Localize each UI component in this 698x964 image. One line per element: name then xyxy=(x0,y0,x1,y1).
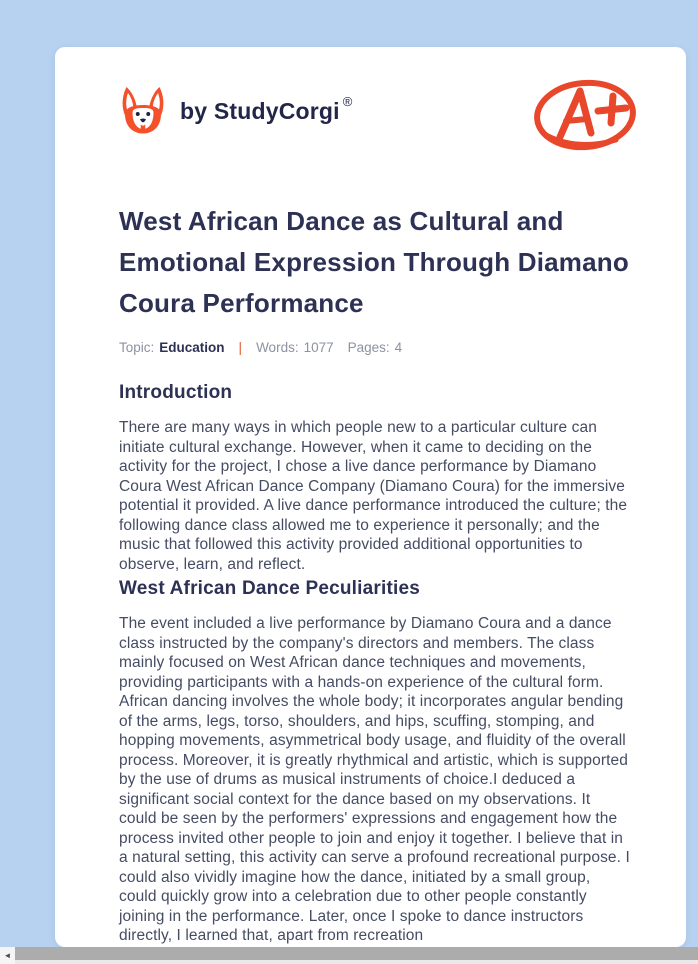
words-label: Words: xyxy=(256,340,299,355)
horizontal-scrollbar[interactable] xyxy=(0,947,698,964)
registered-trademark-symbol: ® xyxy=(342,93,353,109)
section-body-peculiarities: The event included a live performance by Diamano Coura and a dance class instructed by the company's directors and members. The class mainly focused on West African dance techniques and movements, providing participants with a hands-on experience of the cultural form. African dancing involves the whole body; it incorporates angular bending of the arms, legs, torso, shoulders, and hips, scuffing, stomping, and hopping movements, asymmetrical body usage, and fluidity of the overall process. Moreover, it is greatly rhythmical and artistic, which is supported by the use of drums as musical instruments of choice.I deduced a significant social context for the dance based on my observations. It could be seen by the performers' expressions and engagement how the process invited other people to join and enjoy it together. I believe that in a natural setting, this activity can serve a profound recreational purpose. I could also vividly imagine how the dance, initiated by a small group, could quickly grow into a celebration due to other people constantly joining in the performance. Later, once I spoke to dance instructors directly, I learned that, apart from recreation xyxy=(119,615,630,944)
scrollbar-thumb[interactable] xyxy=(15,947,698,960)
topic-label: Topic: xyxy=(119,340,155,355)
document-card xyxy=(55,47,686,947)
pages-label: Pages: xyxy=(347,340,390,355)
brand-wordmark: by StudyCorgi ® xyxy=(180,93,353,124)
corgi-logo-icon xyxy=(119,85,167,137)
studycorgi-brand xyxy=(119,85,353,137)
meta-separator: | xyxy=(238,340,243,355)
topic-value: Education xyxy=(159,340,225,355)
section-heading-introduction: Introduction xyxy=(119,382,233,403)
document-header xyxy=(119,77,630,155)
section-heading-peculiarities: West African Dance Peculiarities xyxy=(119,578,421,599)
a-plus-badge-icon xyxy=(532,77,638,155)
words-value: 1077 xyxy=(303,340,334,355)
section-body-introduction: There are many ways in which people new to a particular culture can initiate cultural exchange. However, when it came to deciding on the activity for the project, I chose a live dance performance by Diamano Coura West African Dance Company (Diamano Coura) for the immersive potential it provided. A live dance performance introduced the culture; the following dance class allowed me to experience it personally; and the music that followed this activity provided additional opportunities to observe, learn, and reflect. xyxy=(119,419,628,573)
scrollbar-left-arrow-icon[interactable]: ◄ xyxy=(0,947,15,964)
document-title: West African Dance as Cultural and Emotional Expression Through Diamano Coura Performance xyxy=(119,206,629,318)
pages-value: 4 xyxy=(394,340,403,355)
document-meta xyxy=(119,340,630,355)
